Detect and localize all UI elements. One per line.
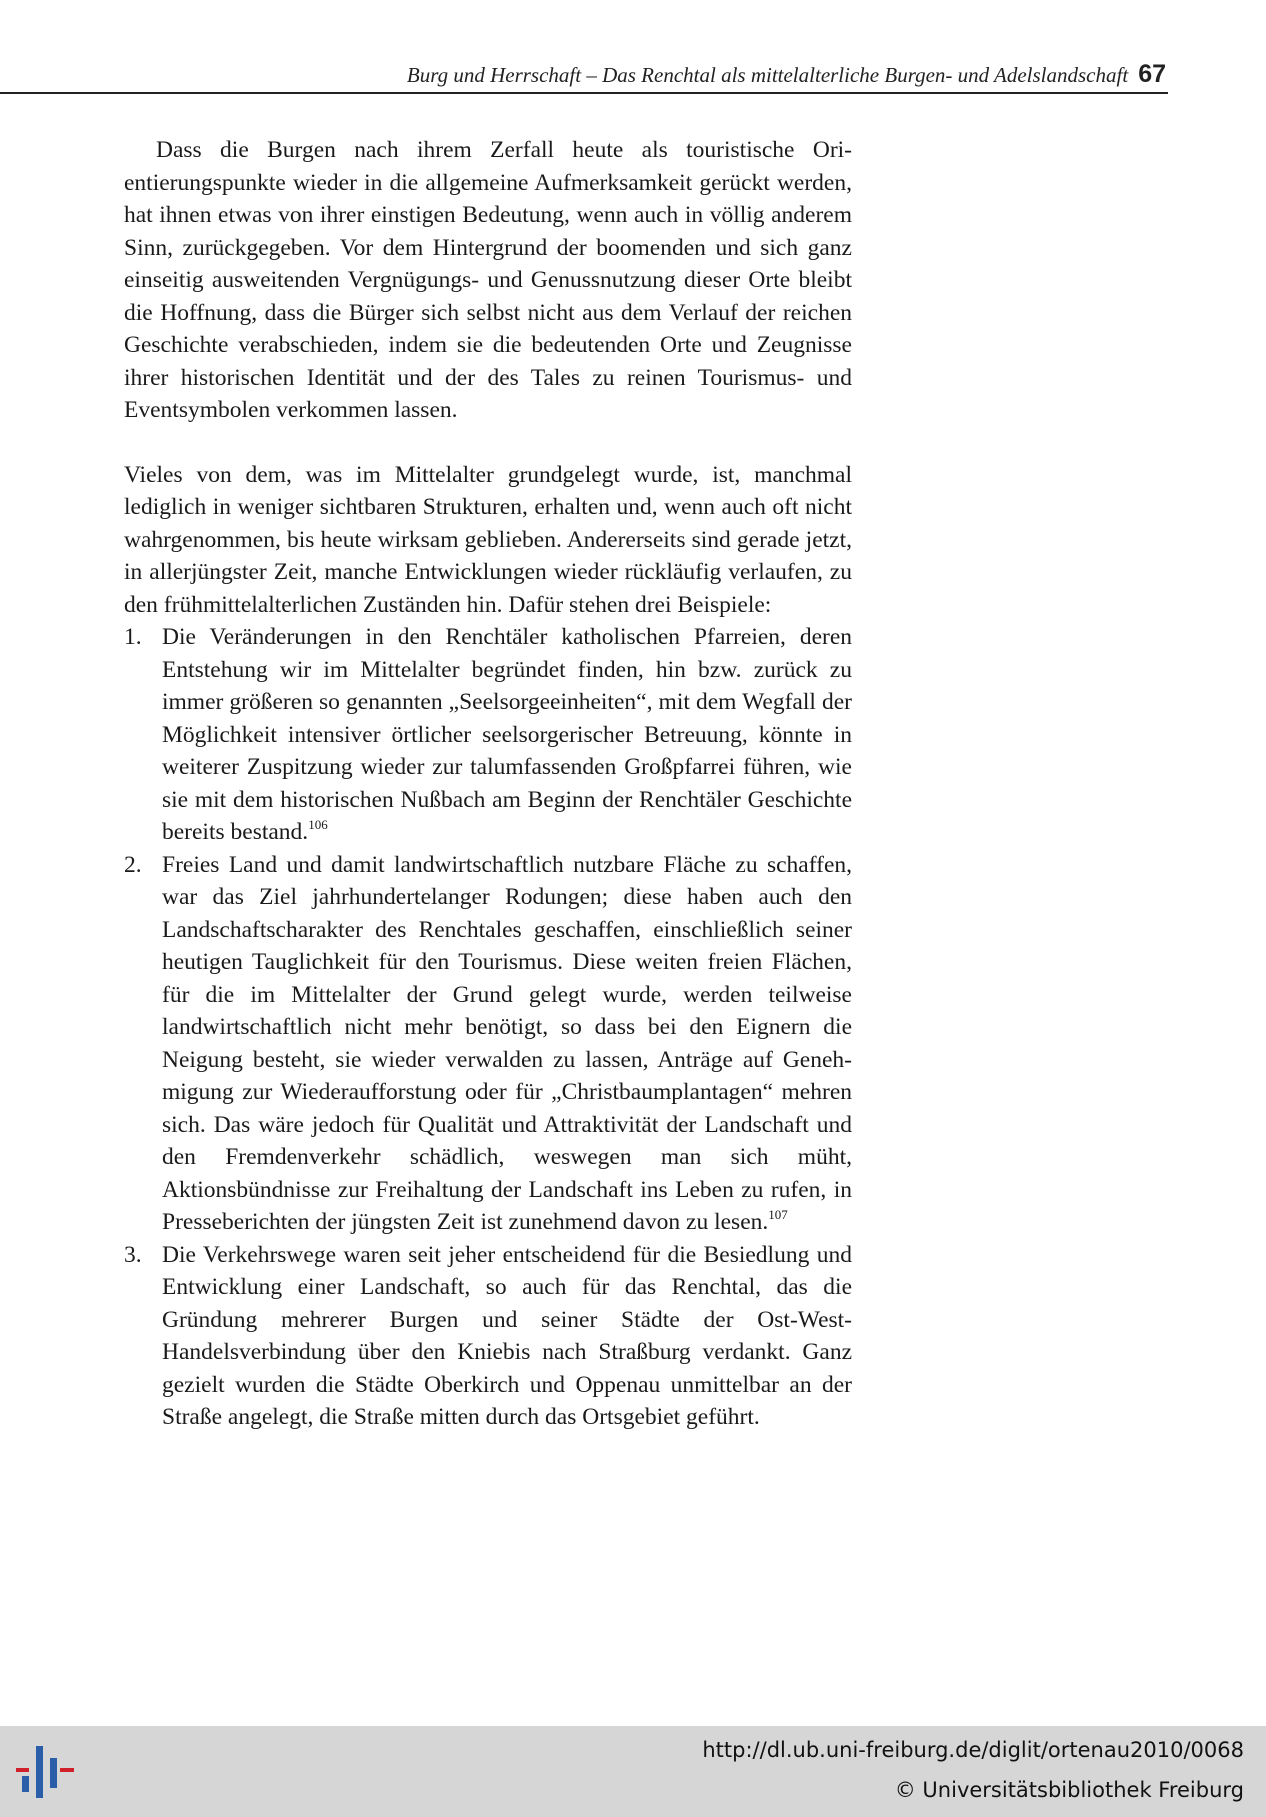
list-item — [124, 1239, 852, 1434]
list-item-number: 3. — [124, 1241, 142, 1268]
paragraph-2: Vieles von dem, was im Mittelalter grundgelegt wurde, ist, manchmal lediglich in weniger sichtbaren Strukturen, erhalten und, wenn auch oft nicht wahrgenommen, bis heute wirksam geblieben. Andererseits sind gerade jetzt, in allerjüngster Zeit, manche Entwicklungen wieder rückläufig verlaufen, zu den frühmittelalterlichen Zuständen hin. Dafür stehen drei Beispiele: — [124, 461, 852, 618]
footer-copyright: © Universitätsbibliothek Freiburg — [894, 1778, 1244, 1802]
footer-url[interactable]: http://dl.ub.uni-freiburg.de/diglit/ortenau2010/0068 — [702, 1738, 1244, 1762]
page-number: 67 — [1138, 60, 1166, 88]
list-item-text: Die Veränderungen in den Renchtäler katholischen Pfarreien, deren Entstehung wir im Mittelalter begründet finden, hin bzw. zurück zu immer größeren so genannten „Seelsorgeeinheiten“, mit dem Wegfall der Möglichkeit intensiver örtlicher seelsorgerischer Betreuung, könnte in weiterer Zuspitzung wieder zur talumfassenden Großpfarrei führen, wie sie mit dem historischen Nußbach am Beginn der Renchtäler Geschichte bereits bestand. — [162, 624, 852, 845]
running-head — [0, 60, 1166, 89]
footnote-ref[interactable]: 107 — [768, 1207, 788, 1222]
list-item-number: 2. — [124, 851, 142, 878]
list-item — [124, 849, 852, 1239]
examples-list — [124, 621, 852, 1434]
paragraph-1: Dass die Burgen nach ihrem Zerfall heute als touristische Orientierungspunkte wieder in die allgemeine Aufmerksamkeit gerückt werden, hat ihnen etwas von ihrer einstigen Bedeutung, wenn auch in völlig anderem Sinn, zurückgegeben. Vor dem Hintergrund der boomenden und sich ganz einseitig ausweitenden Vergnügungs- und Genussnutzung dieser Orte bleibt die Hoffnung, dass die Bürger sich selbst nicht aus dem Verlauf der reichen Geschichte verabschieden, indem sie die bedeutenden Orte und Zeugnisse ihrer historischen Identität und der des Tales zu reinen Tourismus- und Eventsymbolen verkommen lassen. — [124, 137, 852, 423]
list-item-text: Freies Land und damit landwirtschaftlich nutzbare Fläche zu schaffen, war das Ziel jahrhundertelanger Rodungen; diese haben auch den Landschaftscharakter des Renchtales geschaffen, einschließlich seiner heutigen Tauglichkeit für den Tourismus. Diese weiten freien Flächen, für die im Mittelalter der Grund gelegt wurde, werden teilweise landwirtschaftlich nicht mehr benötigt, so dass bei den Eignern die Neigung besteht, sie wieder verwalden zu lassen, Anträge auf Genehmigung zur Wiederaufforstung oder für „Christbaumplantagen“ mehren sich. Das wäre jedoch für Qualität und Attraktivität der Landschaft und den Fremdenverkehr schädlich, weswegen man sich müht, Aktionsbündnisse zur Freihaltung der Landschaft ins Leben zu rufen, in Presseberichten der jüngsten Zeit ist zunehmend davon zu lesen. — [162, 851, 852, 1235]
footnote-ref[interactable]: 106 — [308, 817, 328, 832]
list-item — [124, 621, 852, 849]
main-text — [124, 134, 852, 1434]
ub-freiburg-logo-icon — [16, 1738, 80, 1804]
list-item-number: 1. — [124, 624, 142, 650]
running-head-title: Burg und Herrschaft – Das Renchtal als mittelalterliche Burgen- und Adelslandschaft — [406, 63, 1129, 87]
header-rule — [0, 92, 1168, 94]
list-item-text: Die Verkehrswege waren seit jeher entscheidend für die Besiedlung und Entwicklung einer Landschaft, so auch für das Renchtal, das die Gründung mehrerer Burgen und seiner Städte der Ost-West-Handelsverbindung über den Kniebis nach Straßburg verdankt. Ganz gezielt wurden die Städte Oberkirch und Oppenau unmittelbar an der Straße angelegt, die Straße mitten durch das Ortsgebiet geführt. — [162, 1241, 852, 1430]
